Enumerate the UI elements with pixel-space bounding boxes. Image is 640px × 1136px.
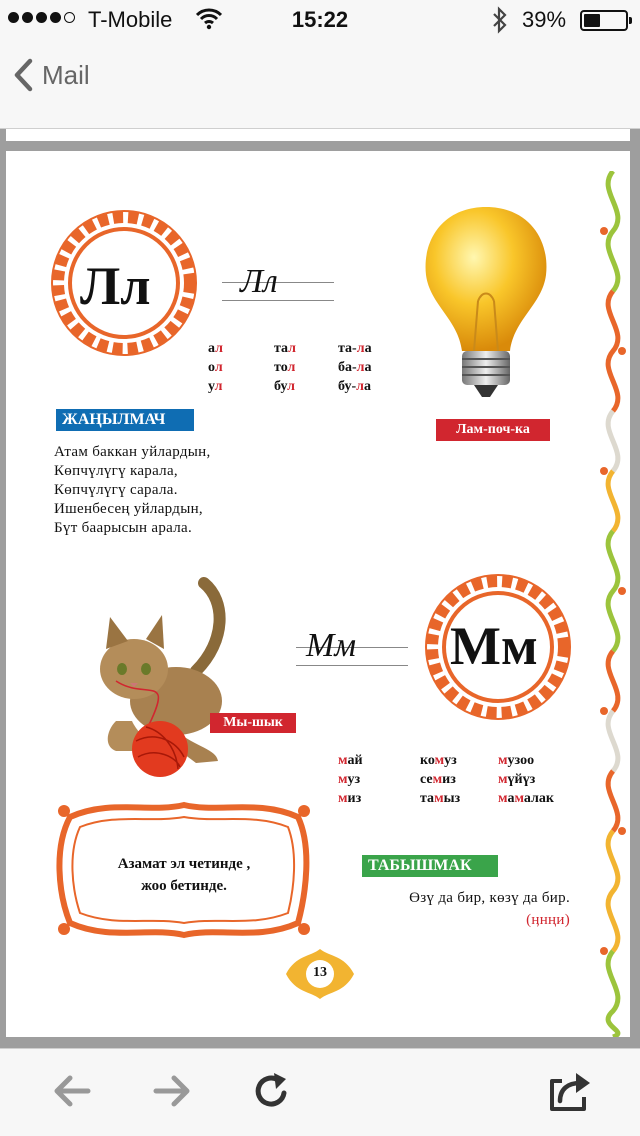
riddle-line: Атам баккан уйлардын, [54, 444, 211, 460]
back-to-mail-button[interactable] [12, 58, 90, 92]
syllable: ол [208, 360, 223, 375]
carrier-name: T-Mobile [88, 7, 173, 32]
puzzle-heading: ТАБЫШМАК [362, 855, 498, 877]
battery-percentage: 39% [522, 7, 567, 32]
syllable: комуз [420, 753, 457, 768]
puzzle-text: Өзү да бир, көзү да бир. [409, 890, 570, 906]
arrow-left-icon[interactable] [52, 1073, 92, 1114]
battery-icon [580, 10, 628, 31]
writing-guide-line [296, 665, 408, 666]
syllable: ба-ла [338, 360, 372, 375]
syllable: миз [338, 791, 362, 806]
back-label: Mail [42, 59, 90, 90]
syllable-column-3 [498, 751, 554, 808]
proverb-line: жоо бетинде. [141, 878, 227, 894]
syllable: бу-ла [338, 379, 371, 394]
status-bar [0, 0, 640, 40]
clock: 15:22 [291, 7, 349, 32]
picture-label-m: Мы-шык [210, 713, 296, 733]
letter-m-script: Мм [306, 627, 357, 664]
writing-guide-line [222, 300, 334, 301]
chevron-left-icon [12, 58, 34, 92]
writing-guide-line [222, 282, 334, 283]
arrow-right-icon[interactable] [152, 1073, 192, 1114]
syllable: музоо [498, 753, 535, 768]
syllable: семиз [420, 772, 456, 787]
syllable-column-1 [338, 751, 363, 808]
page-number: 13 [313, 965, 327, 980]
syllable: мүйүз [498, 772, 536, 787]
riddle-text [54, 443, 211, 538]
riddle-line: Ишенбесең уйлардын, [54, 501, 203, 517]
syllable: бул [274, 379, 295, 394]
reload-icon[interactable] [252, 1071, 292, 1116]
syllable: тамыз [420, 791, 461, 806]
riddle-line: Көпчүлүгү сарала. [54, 482, 178, 498]
letter-m-print: Мм [450, 616, 538, 676]
bottom-toolbar [0, 1048, 640, 1136]
book-page [6, 151, 630, 1037]
puzzle-answer: (ӊнңи) [526, 912, 570, 928]
share-icon[interactable] [546, 1069, 592, 1118]
riddle-line: Бүт баарысын арала. [54, 520, 192, 536]
letter-l-print: Лл [80, 256, 151, 316]
proverb-line: Азамат эл четинде , [117, 856, 251, 872]
syllable: муз [338, 772, 361, 787]
syllable-column-1 [208, 339, 223, 396]
syllable: та-ла [338, 341, 372, 356]
riddle-line: Көпчүлүгү карала, [54, 463, 178, 479]
previous-page-edge [6, 129, 630, 141]
proverb-text [76, 853, 292, 897]
riddle-heading: ЖАҢЫЛМАЧ [56, 409, 194, 431]
letter-l-script: Лл [240, 263, 278, 300]
picture-label-l: Лам-поч-ка [436, 419, 550, 441]
light-bulb-illustration [416, 201, 556, 401]
syllable: май [338, 753, 363, 768]
syllable-column-2 [420, 751, 460, 808]
syllable-column-2 [274, 339, 296, 396]
document-viewer[interactable] [0, 129, 640, 1048]
syllable: ул [208, 379, 223, 394]
navigation-bar [0, 40, 640, 128]
ornamental-border [596, 171, 630, 1037]
syllable: тол [274, 360, 296, 375]
syllable: тал [274, 341, 297, 356]
syllable: мамалак [498, 791, 554, 806]
bluetooth-icon [490, 6, 510, 40]
syllable-column-3 [338, 339, 372, 396]
cat-illustration [76, 571, 236, 781]
syllable: ал [208, 341, 223, 356]
